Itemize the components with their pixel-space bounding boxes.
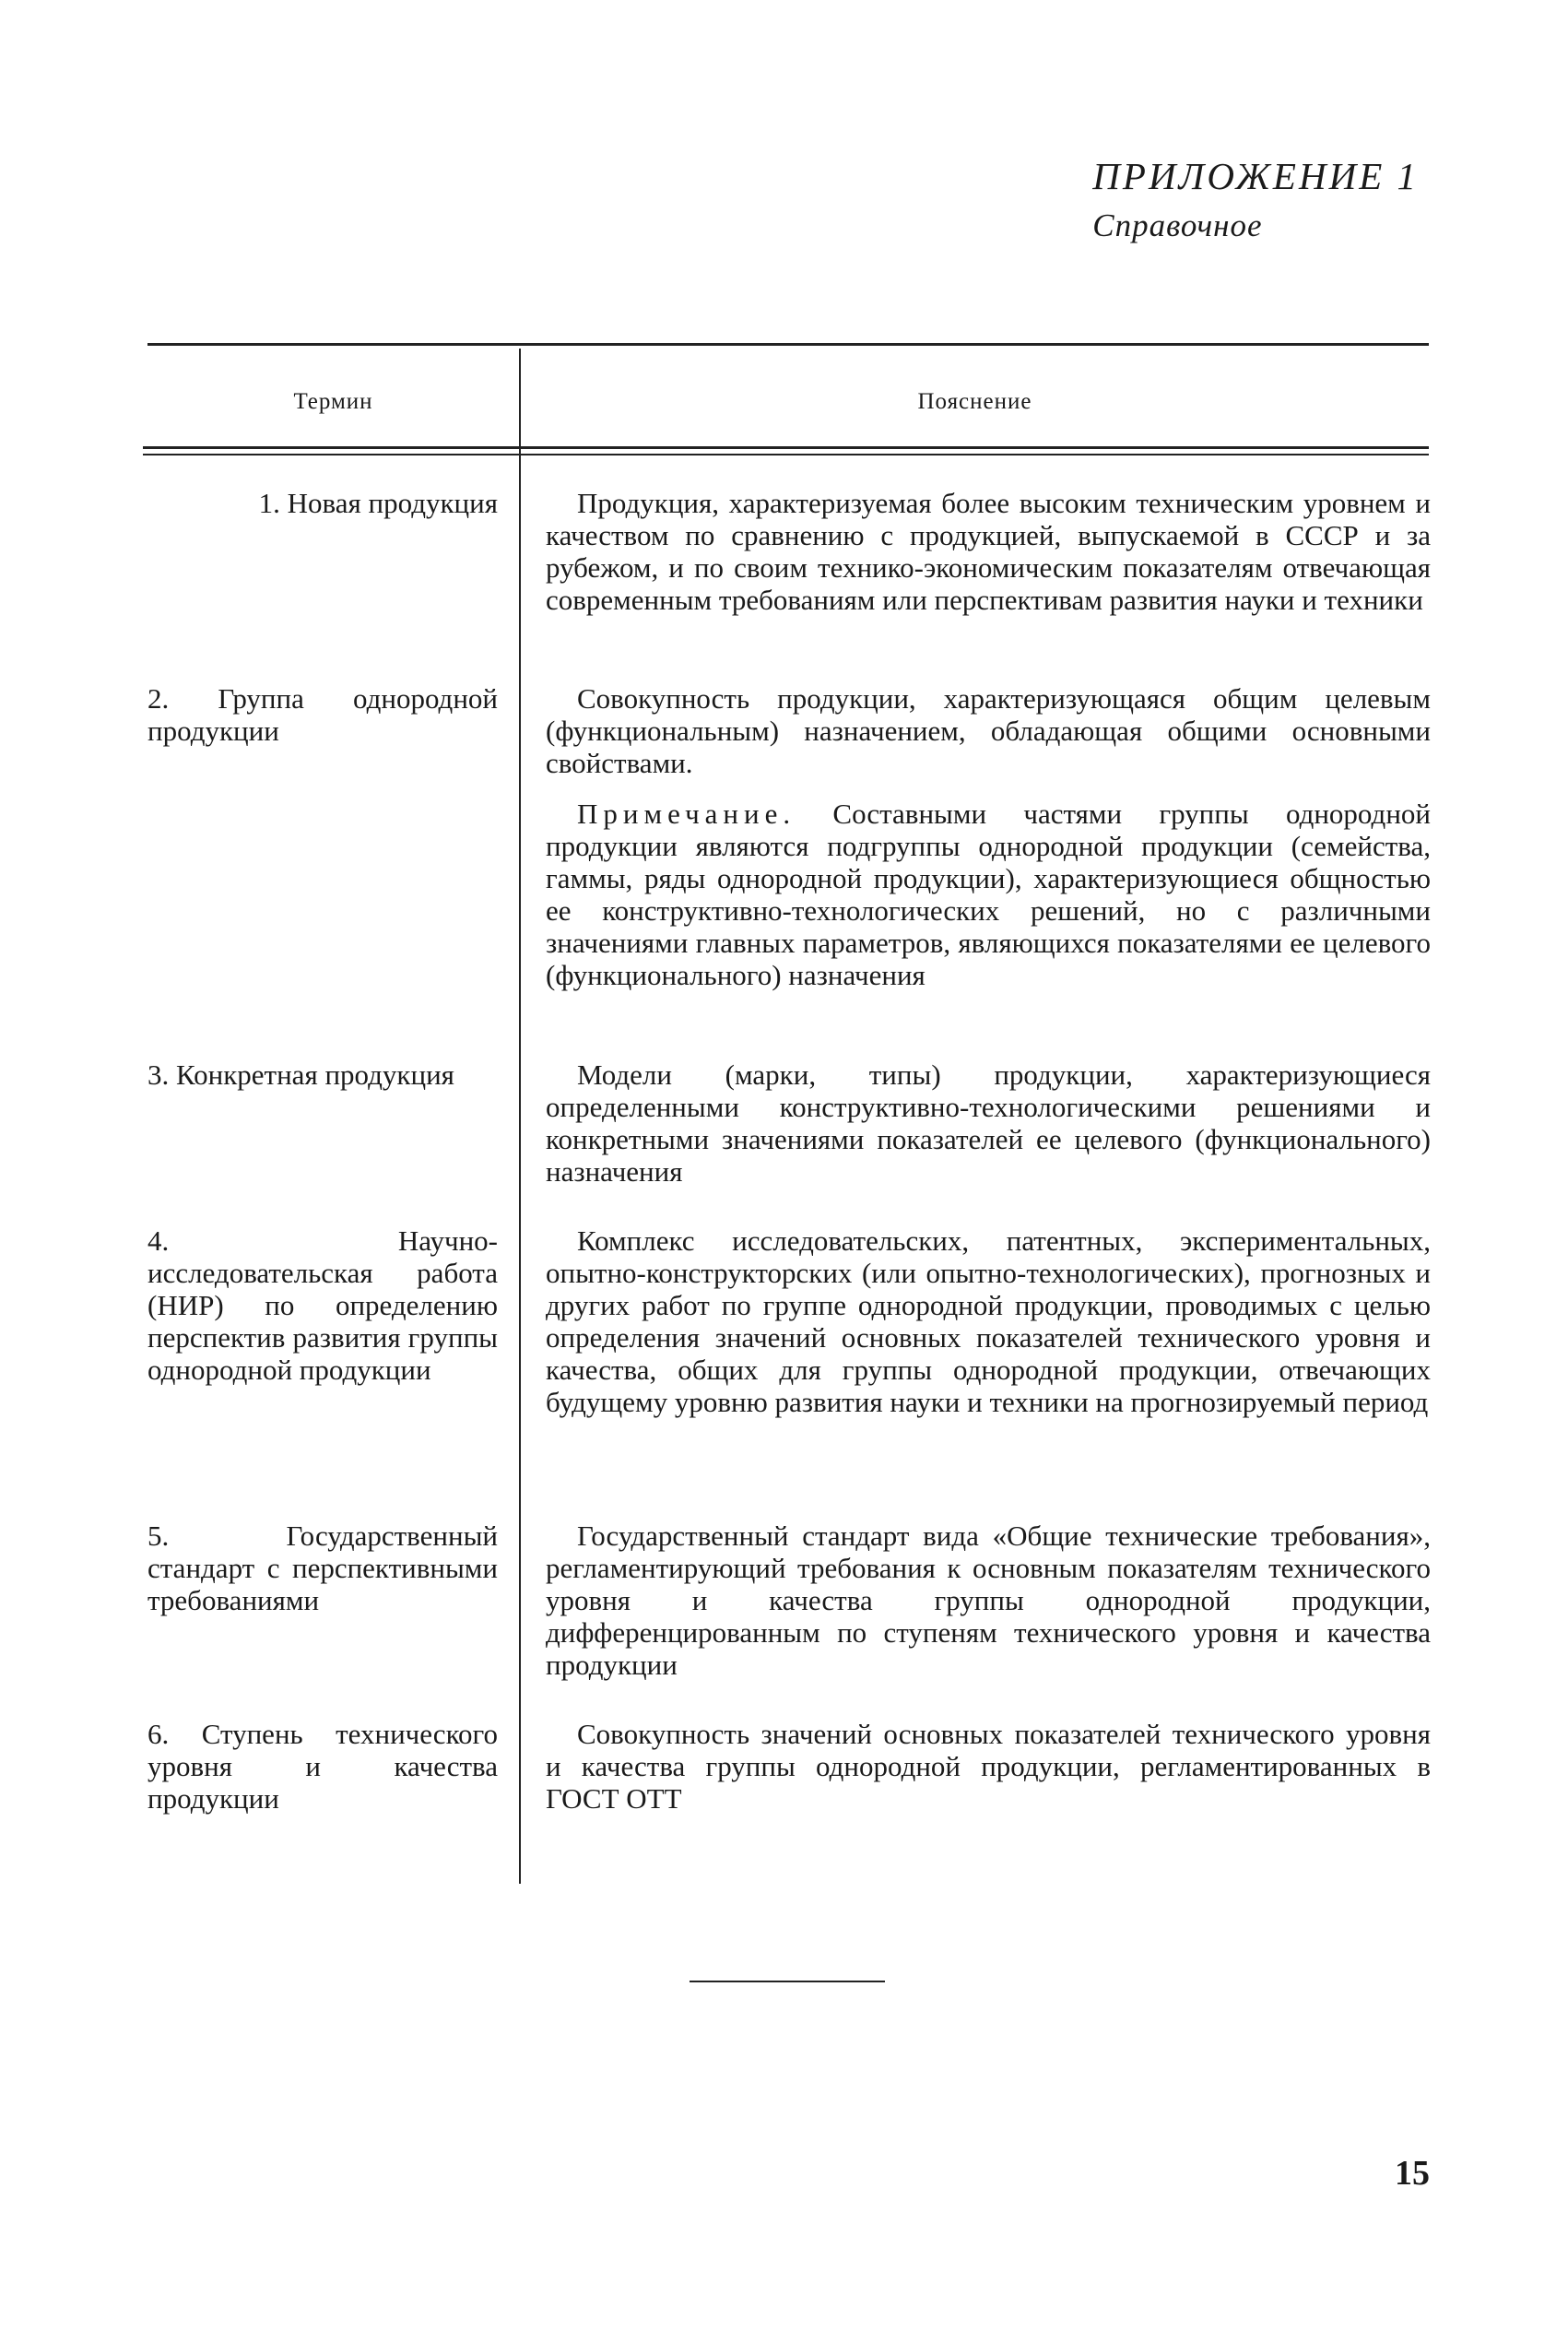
note-label: Примечание. <box>577 798 796 830</box>
footer-separator <box>690 1981 885 1982</box>
term-6: 6. Ступень технического уровня и качества продукции <box>147 1718 498 1815</box>
note-text: Составными частями группы однородной продукции являются подгруппы однородной продукции (семейства, гаммы, ряды однородной продукции), характеризующиеся общностью ее конструктивно-технологических решений, но с различными значениями главных параметров, являющихся показателями ее целевого (функционального) назначения <box>546 798 1431 991</box>
header-explanation: Пояснение <box>917 389 1032 414</box>
term-3: 3. Конкретная продукция <box>147 1059 454 1091</box>
header-term: Термин <box>293 389 373 414</box>
explanation-2: Совокупность продукции, характеризующаяся общим целевым (функциональным) назначением, обладающая общими основными свойствами. <box>546 682 1431 779</box>
table-header-rule-double <box>143 454 1429 455</box>
term-2: 2. Группа однородной продукции <box>147 682 498 747</box>
term-5: 5. Государственный стандарт с перспективными требованиями <box>147 1520 498 1616</box>
explanation-4: Комплекс исследовательских, патентных, экспериментальных, опытно-конструкторских (или опытно-технологических), прогнозных и других работ по группе однородной продукции, проводимых с целью определения значений основных показателей технического уровня и качества, общих для группы однородной продукции, отвечающих будущему уровню развития науки и техники на прогнозируемый период <box>546 1224 1431 1418</box>
explanation-3: Модели (марки, типы) продукции, характеризующиеся определенными конструктивно-технологическими решениями и конкретными значениями показателей ее целевого (функционального) назначения <box>546 1059 1431 1188</box>
table-column-divider <box>519 349 521 1884</box>
table-header-rule <box>143 446 1429 449</box>
appendix-title: ПРИЛОЖЕНИЕ 1 <box>1092 155 1419 197</box>
explanation-2-note <box>546 798 1431 991</box>
page-number: 15 <box>1395 2154 1430 2193</box>
explanation-5: Государственный стандарт вида «Общие технические требования», регламентирующий требования к основным показателям технического уровня и качества группы однородной продукции, дифференцированным по ступеням технического уровня и качества продукции <box>546 1520 1431 1681</box>
term-4: 4. Научно-исследовательская работа (НИР) по определению перспектив развития группы однородной продукции <box>147 1224 498 1386</box>
table-top-rule <box>147 343 1429 346</box>
explanation-1: Продукция, характеризуемая более высоким техническим уровнем и качеством по сравнению с продукцией, выпускаемой в СССР и за рубежом, и по своим технико-экономическим показателям отвечающая современным требованиям или перспективам развития науки и техники <box>546 487 1431 616</box>
explanation-6: Совокупность значений основных показателей технического уровня и качества группы однородной продукции, регламентированных в ГОСТ ОТТ <box>546 1718 1431 1815</box>
appendix-header <box>1092 152 1419 248</box>
term-1: 1. Новая продукция <box>258 487 498 519</box>
appendix-subtitle: Справочное <box>1092 207 1263 243</box>
